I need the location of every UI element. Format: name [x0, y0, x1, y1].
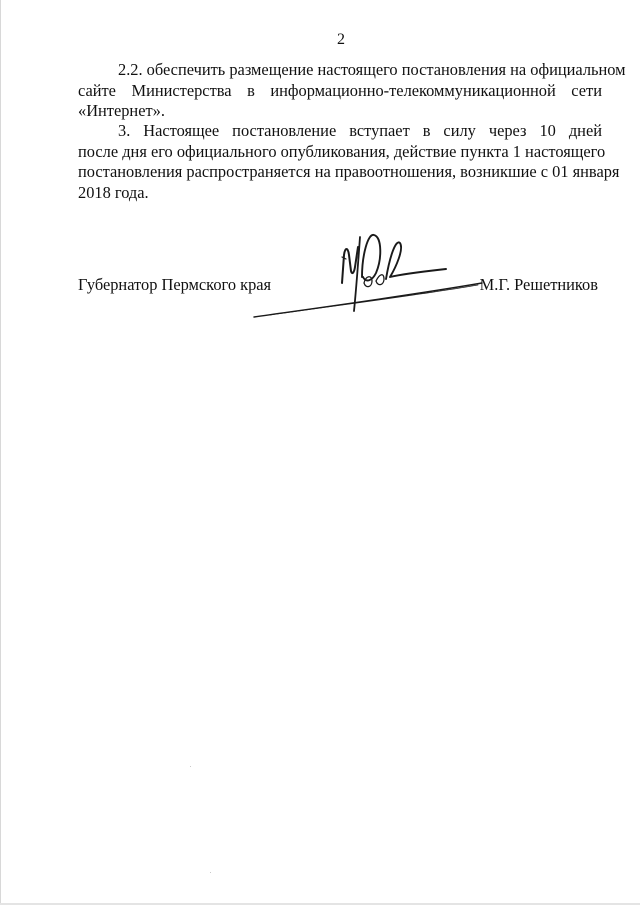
scan-speck [210, 872, 211, 873]
signer-position: Губернатор Пермского края [78, 275, 272, 294]
paragraph-line: 2018 года. [78, 182, 149, 202]
page-number: 2 [337, 31, 345, 48]
paragraph-line: постановления распространяется на правоотношения, возникшие с 01 января [78, 162, 620, 181]
paragraph-line: 2.2. обеспечить размещение настоящего постановления на официальном [118, 60, 626, 79]
signer-name: М.Г. Решетников [479, 275, 598, 294]
scan-speck [190, 766, 191, 767]
paragraph-line: «Интернет». [78, 101, 165, 120]
paragraph-line: 3. Настоящее постановление вступает в силу через 10 дней [118, 121, 602, 140]
handwritten-signature [250, 225, 500, 325]
paragraph-line: сайте Министерства в информационно-телекоммуникационной сети [78, 80, 602, 100]
paragraph-line: после дня его официального опубликования, действие пункта 1 настоящего [78, 141, 606, 161]
